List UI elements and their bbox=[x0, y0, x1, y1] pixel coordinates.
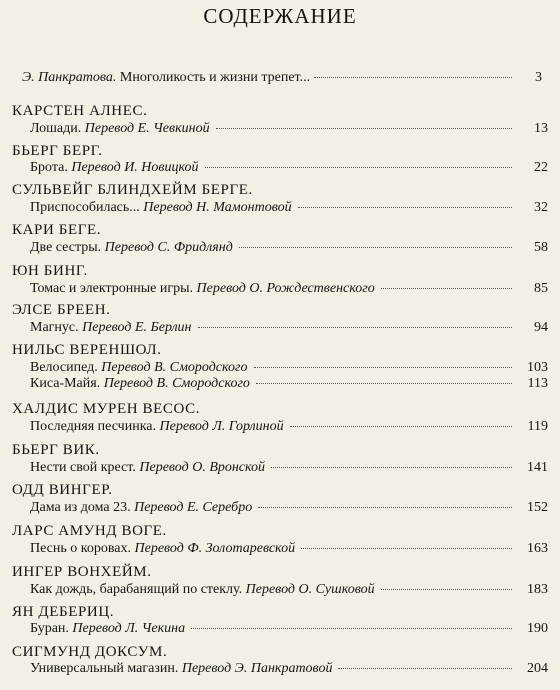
page-number: 204 bbox=[527, 661, 548, 676]
work-title: Последняя песчинка. bbox=[30, 419, 156, 434]
dot-leader bbox=[258, 507, 512, 508]
page-number: 152 bbox=[527, 500, 548, 515]
page-number: 183 bbox=[527, 582, 548, 597]
author-heading: БЬЕРГ ВИК. bbox=[12, 442, 100, 458]
translator: Перевод В. Смородского bbox=[101, 360, 248, 375]
page-number: 13 bbox=[534, 121, 548, 136]
work-title: Магнус. bbox=[30, 320, 79, 335]
author-heading: КАРСТЕН АЛНЕС. bbox=[12, 103, 148, 119]
intro-work: Многоликость и жизни трепет... bbox=[119, 70, 311, 85]
translator: Перевод Е. Чевкиной bbox=[84, 121, 210, 136]
translator: Перевод Н. Мамонтовой bbox=[143, 200, 292, 215]
toc-entry bbox=[30, 200, 548, 216]
dot-leader bbox=[381, 288, 512, 289]
dot-leader bbox=[216, 128, 512, 129]
work-title: Приспособилась... bbox=[30, 200, 140, 215]
page-number: 119 bbox=[527, 419, 548, 434]
author-heading: ХАЛДИС МУРЕН ВЕСОС. bbox=[12, 401, 201, 417]
dot-leader bbox=[205, 167, 512, 168]
page-number: 3 bbox=[535, 70, 542, 85]
dot-leader bbox=[271, 467, 512, 468]
translator: Перевод В. Смородского bbox=[103, 376, 250, 391]
author-heading: ЮН БИНГ. bbox=[12, 263, 88, 279]
intro-author: Э. Панкратова. bbox=[22, 70, 117, 85]
toc-entry bbox=[30, 500, 548, 516]
work-title: Лошади. bbox=[30, 121, 82, 136]
author-heading: ИНГЕР ВОНХЕЙМ. bbox=[12, 564, 152, 580]
work-title: Песнь о коровах. bbox=[30, 541, 131, 556]
translator: Перевод Е. Берлин bbox=[82, 320, 192, 335]
toc-entry bbox=[30, 240, 548, 256]
toc-entry bbox=[30, 281, 548, 297]
work-title: Велосипед. bbox=[30, 360, 98, 375]
translator: Перевод О. Вронской bbox=[139, 460, 266, 475]
translator: Перевод О. Сушковой bbox=[245, 582, 375, 597]
translator: Перевод Л. Горлиной bbox=[159, 419, 284, 434]
toc-entry bbox=[30, 541, 548, 557]
dot-leader bbox=[191, 628, 512, 629]
page-title: СОДЕРЖАНИЕ bbox=[203, 4, 357, 28]
page-number: 190 bbox=[527, 621, 548, 636]
work-title: Томас и электронные игры. bbox=[30, 281, 194, 296]
toc-entry bbox=[30, 621, 548, 637]
toc-entry bbox=[30, 360, 548, 376]
work-title: Нести свой крест. bbox=[30, 460, 136, 475]
translator: Перевод Э. Панкратовой bbox=[181, 661, 333, 676]
page-number: 141 bbox=[527, 460, 548, 475]
dot-leader bbox=[198, 327, 513, 328]
dot-leader bbox=[256, 383, 512, 384]
author-heading: СИГМУНД ДОКСУМ. bbox=[12, 644, 168, 660]
work-title: Как дождь, барабанящий по стеклу. bbox=[30, 582, 243, 597]
dot-leader bbox=[301, 548, 512, 549]
intro-entry bbox=[22, 70, 542, 86]
translator: Перевод О. Рождественского bbox=[196, 281, 375, 296]
work-title: Буран. bbox=[30, 621, 69, 636]
page-number: 85 bbox=[534, 281, 548, 296]
translator: Перевод Е. Серебро bbox=[134, 500, 253, 515]
toc-entry bbox=[30, 376, 548, 392]
author-heading: ЯН ДЕБЕРИЦ. bbox=[12, 604, 115, 620]
author-heading: НИЛЬС ВЕРЕНШОЛ. bbox=[12, 342, 162, 358]
translator: Перевод С. Фридлянд bbox=[104, 240, 233, 255]
toc-entry bbox=[30, 160, 548, 176]
toc-entry bbox=[30, 419, 548, 435]
author-heading: КАРИ БЕГЕ. bbox=[12, 222, 102, 238]
toc-entry bbox=[30, 582, 548, 598]
author-heading: ЛАРС АМУНД ВОГЕ. bbox=[12, 523, 167, 539]
work-title: Брота. bbox=[30, 160, 68, 175]
dot-leader bbox=[290, 426, 512, 427]
dot-leader bbox=[381, 589, 512, 590]
translator: Перевод И. Новицкой bbox=[71, 160, 199, 175]
dot-leader bbox=[314, 77, 512, 78]
dot-leader bbox=[254, 367, 513, 368]
author-heading: ОДД ВИНГЕР. bbox=[12, 482, 113, 498]
page-number: 32 bbox=[534, 200, 548, 215]
page-number: 103 bbox=[527, 360, 548, 375]
toc-entry bbox=[30, 460, 548, 476]
page-number: 163 bbox=[527, 541, 548, 556]
dot-leader bbox=[239, 247, 512, 248]
toc-entry bbox=[30, 320, 548, 336]
translator: Перевод Л. Чекина bbox=[72, 621, 186, 636]
dot-leader bbox=[338, 668, 512, 669]
page-number: 113 bbox=[527, 376, 548, 391]
work-title: Две сестры. bbox=[30, 240, 102, 255]
author-heading: БЬЕРГ БЕРГ. bbox=[12, 143, 103, 159]
work-title: Дама из дома 23. bbox=[30, 500, 131, 515]
toc-entry bbox=[30, 661, 548, 677]
work-title: Киса-Майя. bbox=[30, 376, 101, 391]
page-number: 58 bbox=[534, 240, 548, 255]
toc-entry bbox=[30, 121, 548, 137]
page-number: 22 bbox=[534, 160, 548, 175]
translator: Перевод Ф. Золотаревской bbox=[134, 541, 296, 556]
author-heading: ЭЛСЕ БРЕЕН. bbox=[12, 302, 111, 318]
work-title: Универсальный магазин. bbox=[30, 661, 179, 676]
author-heading: СУЛЬВЕЙГ БЛИНДХЕЙМ БЕРГЕ. bbox=[12, 182, 253, 198]
dot-leader bbox=[298, 207, 512, 208]
page-number: 94 bbox=[534, 320, 548, 335]
